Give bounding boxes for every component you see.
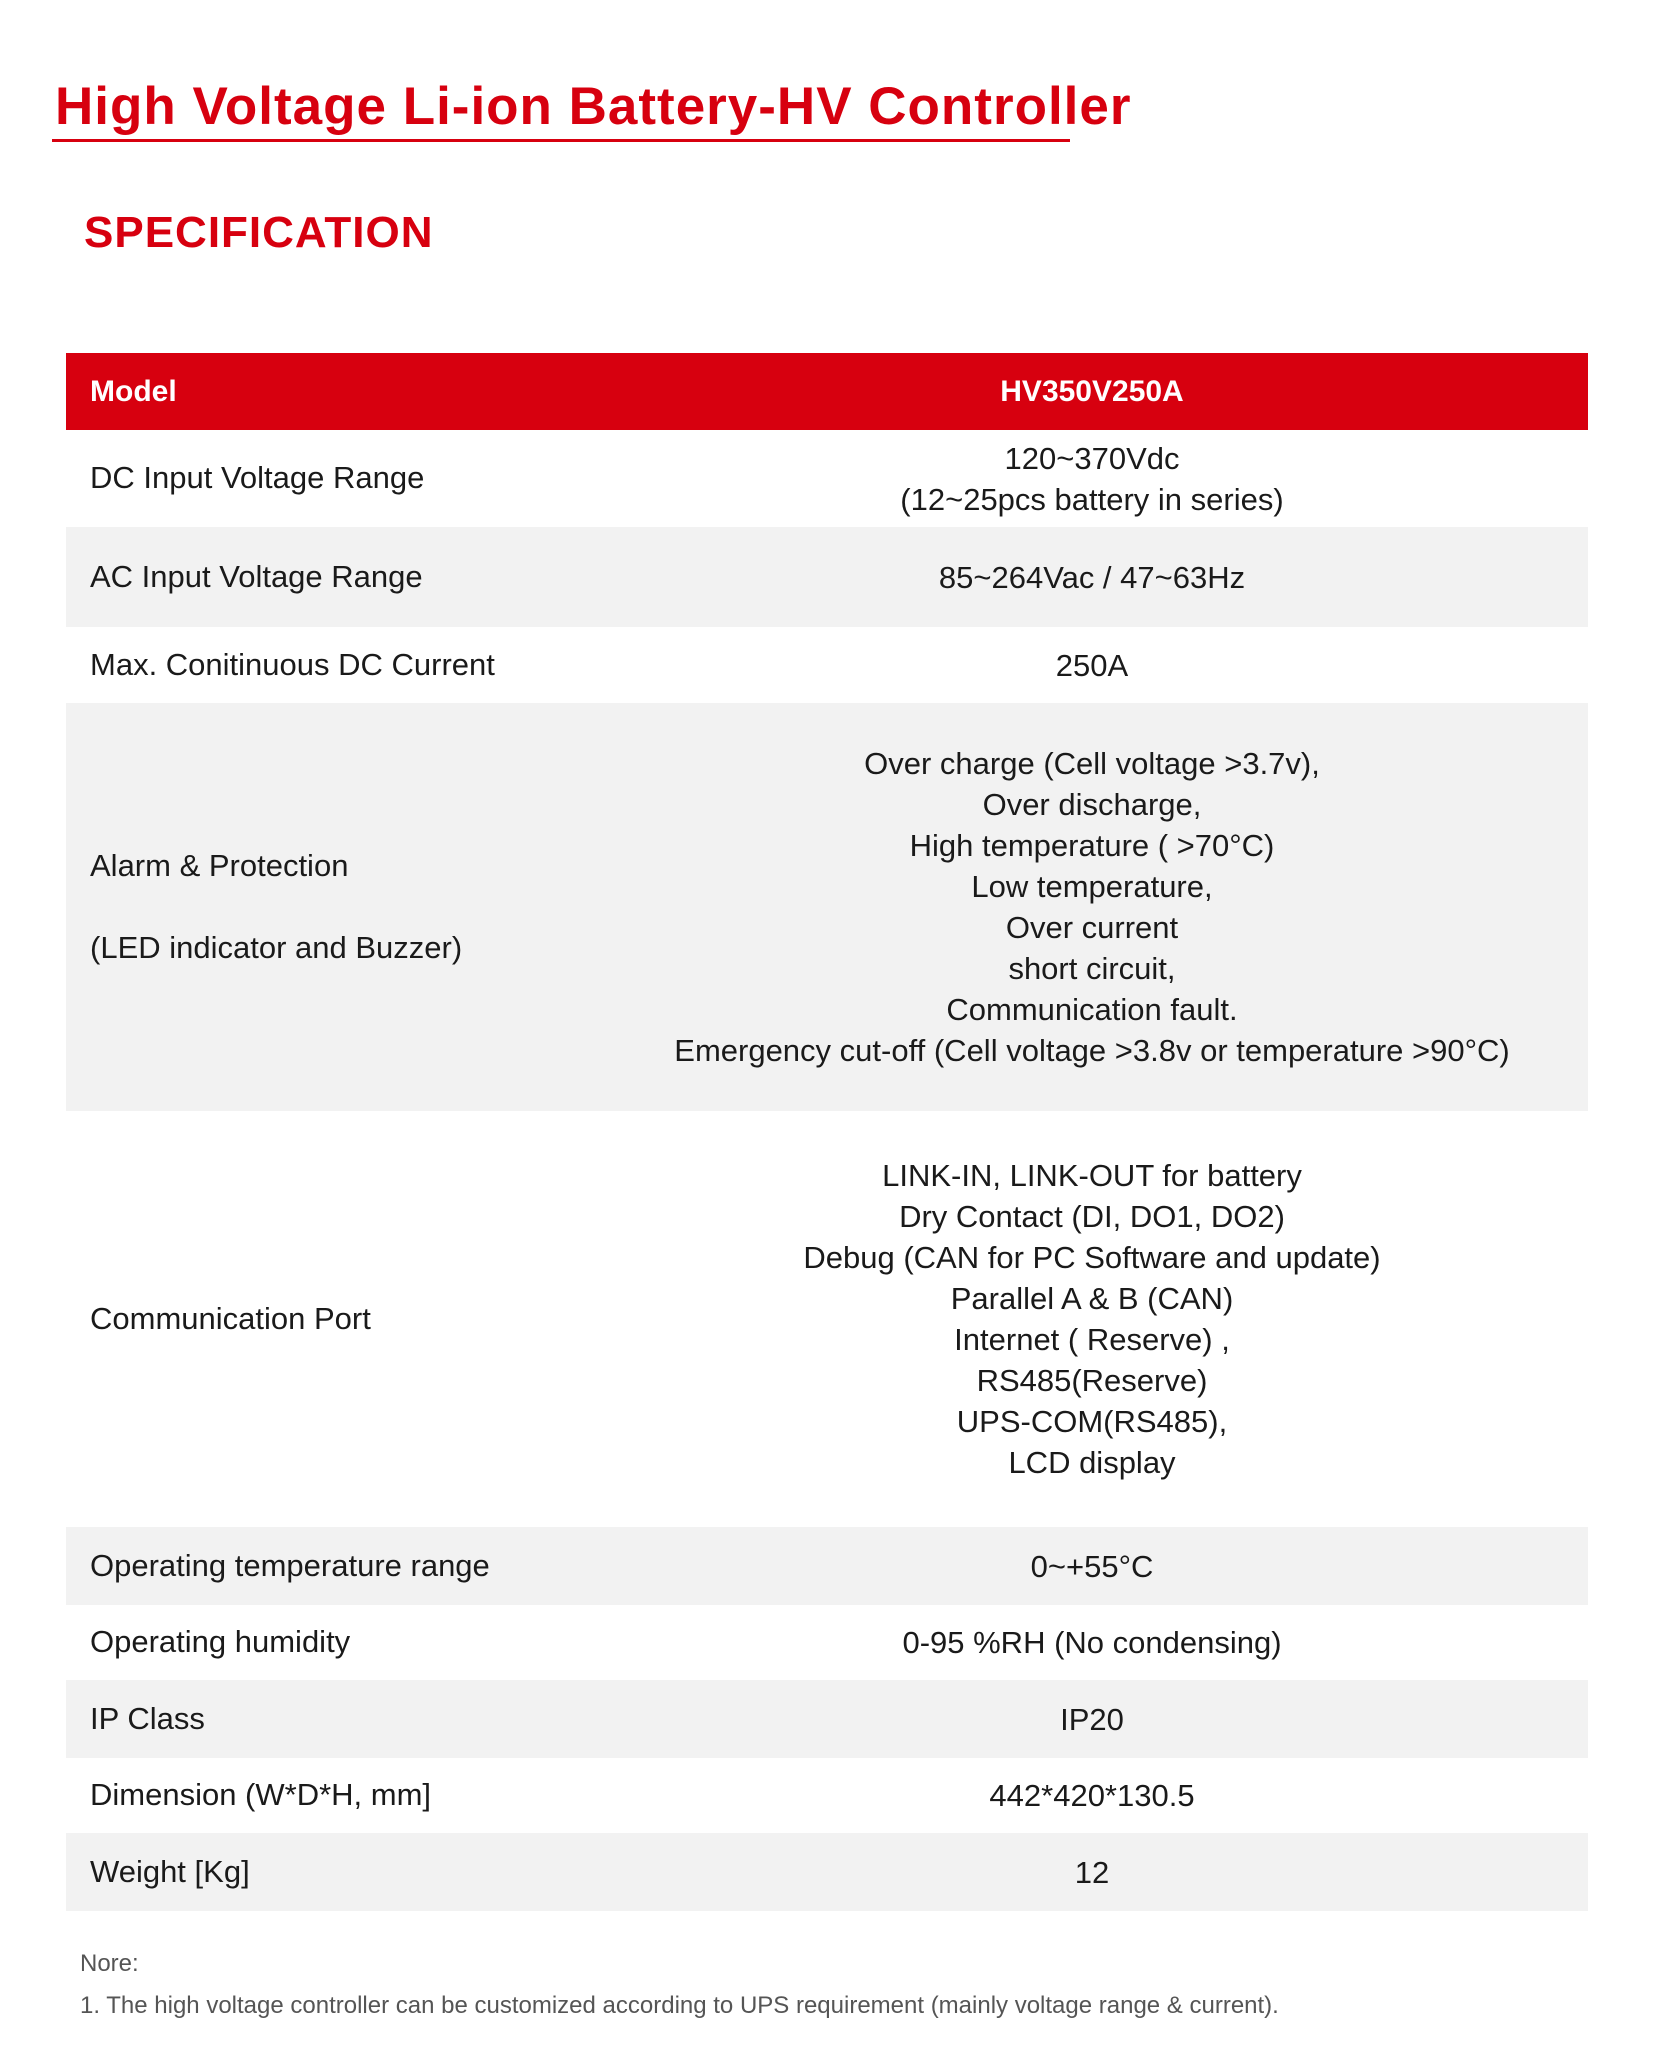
value-line: 12: [1074, 1854, 1110, 1890]
value-line: Parallel A & B (CAN): [950, 1281, 1234, 1316]
table-row-dc-current: [66, 627, 1588, 703]
row-value: [606, 1775, 1588, 1816]
value-line: (12~25pcs battery in series): [900, 481, 1284, 517]
value-line: Low temperature,: [971, 869, 1213, 904]
row-value: [606, 1699, 1588, 1740]
row-value: [606, 743, 1588, 1071]
value-line: 250A: [1055, 647, 1129, 683]
value-line: 0~+55°C: [1030, 1548, 1154, 1584]
value-line: High temperature ( >70°C): [909, 828, 1275, 863]
table-row-operating-humidity: [66, 1605, 1588, 1680]
row-value: [606, 1852, 1588, 1893]
table-row-alarm-protection: [66, 703, 1588, 1111]
page-title: High Voltage Li-ion Battery-HV Controller: [55, 77, 1132, 136]
value-line: LCD display: [1008, 1445, 1176, 1480]
row-label: [66, 846, 606, 969]
row-label: Operating temperature range: [90, 1547, 490, 1583]
row-label: Max. Conitinuous DC Current: [90, 646, 495, 682]
row-value: [606, 1546, 1588, 1587]
row-value: [606, 438, 1588, 520]
section-heading: SPECIFICATION: [84, 208, 434, 257]
table-row-dc-input: [66, 430, 1588, 527]
row-value: [606, 557, 1588, 598]
row-label: AC Input Voltage Range: [90, 558, 423, 594]
row-label-primary: Alarm & Protection: [90, 847, 349, 883]
table-row-dimension: [66, 1758, 1588, 1833]
value-line: Emergency cut-off (Cell voltage >3.8v or temperature >90°C): [674, 1033, 1510, 1068]
header-value: HV350V250A: [1000, 375, 1184, 408]
table-header-row: [66, 353, 1588, 430]
value-line: Over current: [1005, 910, 1179, 945]
table-row-communication-port: [66, 1111, 1588, 1527]
value-line: Communication fault.: [946, 992, 1238, 1027]
table-row-operating-temperature: [66, 1527, 1588, 1605]
row-value: [606, 1622, 1588, 1663]
value-line: 0-95 %RH (No condensing): [902, 1625, 1282, 1660]
row-label: Operating humidity: [90, 1624, 351, 1660]
row-label-secondary: (LED indicator and Buzzer): [90, 930, 463, 965]
title-underline: [52, 139, 1070, 142]
value-line: IP20: [1060, 1701, 1124, 1737]
row-label: Dimension (W*D*H, mm]: [90, 1777, 432, 1813]
row-value: [606, 1155, 1588, 1483]
table-row-ip-class: [66, 1680, 1588, 1758]
value-line: 85~264Vac / 47~63Hz: [938, 559, 1246, 595]
table-row-weight: [66, 1833, 1588, 1911]
note-item: 1. The high voltage controller can be customized according to UPS requirement (mainly voltage range & current).: [80, 1992, 1279, 2019]
table-row-ac-input: [66, 527, 1588, 627]
row-label: IP Class: [90, 1700, 205, 1736]
value-line: Dry Contact (DI, DO1, DO2): [899, 1199, 1285, 1234]
row-label: DC Input Voltage Range: [90, 460, 425, 496]
value-line: RS485(Reserve): [976, 1363, 1208, 1398]
value-line: Over discharge,: [982, 787, 1202, 822]
value-line: Internet ( Reserve) ,: [954, 1322, 1230, 1357]
spec-table: [66, 353, 1588, 1911]
row-label: Weight [Kg]: [90, 1853, 250, 1889]
value-line: LINK-IN, LINK-OUT for battery: [882, 1158, 1302, 1193]
note-heading: Nore:: [80, 1950, 139, 1977]
value-line: Over charge (Cell voltage >3.7v),: [864, 746, 1320, 781]
header-label: Model: [90, 375, 177, 408]
value-line: UPS-COM(RS485),: [956, 1404, 1228, 1439]
value-line: Debug (CAN for PC Software and update): [803, 1240, 1381, 1275]
value-line: short circuit,: [1008, 951, 1176, 986]
value-line: 120~370Vdc: [1004, 440, 1180, 476]
value-line: 442*420*130.5: [989, 1778, 1195, 1813]
row-value: [606, 645, 1588, 686]
row-label: Communication Port: [90, 1300, 371, 1336]
